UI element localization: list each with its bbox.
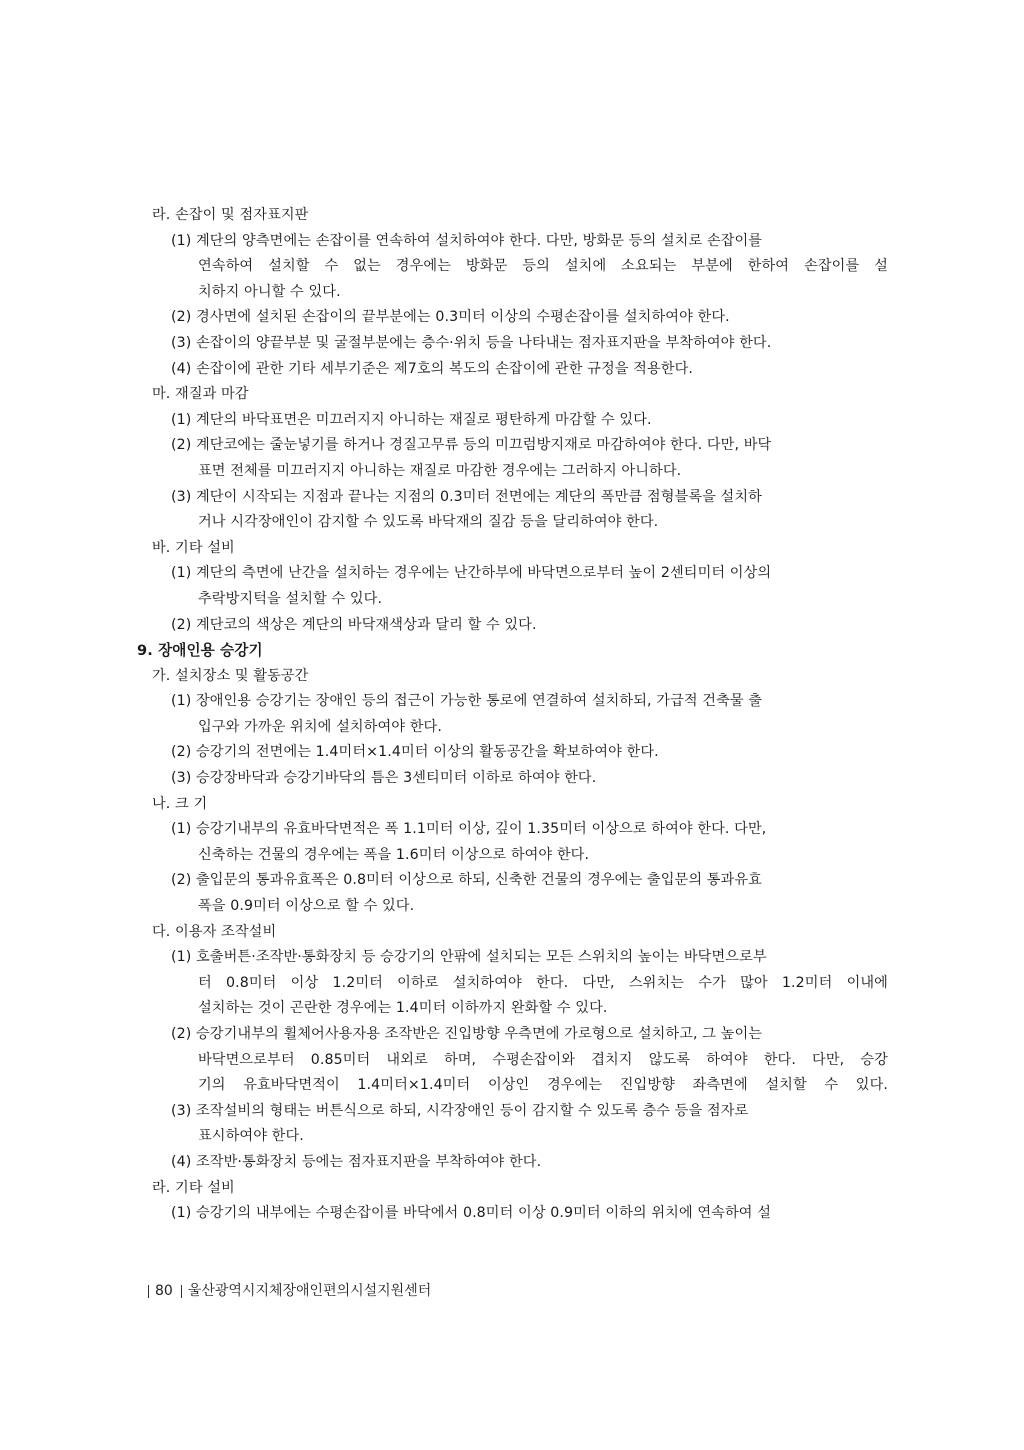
- list-item-text: (4) 조작반·통화장치 등에는 점자표지판을 부착하여야 한다.: [171, 1153, 542, 1170]
- list-item-text: (3) 승강장바닥과 승강기바닥의 틈은 3센티미터 이하로 하여야 한다.: [171, 770, 597, 787]
- list-item-continuation-text: 터 0.8미터 이상 1.2미터 이하로 설치하여야 한다. 다만, 스위치는 수가 많아 1.2미터 이내에: [198, 974, 888, 991]
- footer-divider: [181, 1285, 182, 1298]
- list-item-continuation-text: 표시하여야 한다.: [198, 1128, 304, 1145]
- list-item-text: (4) 손잡이에 관한 기타 세부기준은 제7호의 복도의 손잡이에 관한 규정을 적용한다.: [171, 360, 693, 377]
- list-item-continuation: [0, 510, 1024, 536]
- subsection-heading-text: 라. 기타 설비: [152, 1179, 235, 1196]
- list-item-continuation-text: 치하지 아니할 수 있다.: [198, 283, 341, 300]
- list-item: [0, 689, 1024, 715]
- list-item-continuation: [0, 843, 1024, 869]
- page-number: 80: [155, 1283, 173, 1299]
- subsection-heading-text: 라. 손잡이 및 점자표지판: [152, 207, 309, 223]
- subsection-heading-text: 가. 설치장소 및 활동공간: [152, 667, 309, 684]
- list-item: [0, 766, 1024, 792]
- list-item-continuation: [0, 1124, 1024, 1150]
- section-heading: [0, 638, 1024, 664]
- list-item-text: (1) 승강기내부의 유효바닥면적은 폭 1.1미터 이상, 깊이 1.35미터 이상으로 하여야 한다. 다만,: [171, 821, 767, 838]
- list-item-continuation-text: 폭을 0.9미터 이상으로 할 수 있다.: [198, 898, 415, 915]
- list-item-continuation: [0, 254, 1024, 280]
- list-item-continuation-text: 설치하는 것이 곤란한 경우에는 1.4미터 이하까지 완화할 수 있다.: [198, 1000, 608, 1017]
- subsection-heading: [0, 536, 1024, 562]
- list-item-continuation: [0, 1048, 1024, 1074]
- list-item-text: (2) 계단코의 색상은 계단의 바닥재색상과 달리 할 수 있다.: [171, 616, 537, 633]
- subsection-heading-text: 마. 재질과 마감: [152, 386, 249, 403]
- list-item-continuation: [0, 996, 1024, 1022]
- list-item-continuation: [0, 280, 1024, 306]
- subsection-heading-text: 바. 기타 설비: [152, 539, 235, 556]
- list-item-continuation-text: 추락방지턱을 설치할 수 있다.: [198, 590, 383, 607]
- list-item: [0, 408, 1024, 434]
- section-heading-text: 9. 장애인용 승강기: [137, 642, 263, 660]
- list-item-continuation-text: 입구와 가까운 위치에 설치하여야 한다.: [198, 718, 442, 735]
- footer-organization: 울산광역시지체장애인편의시설지원센터: [187, 1283, 432, 1299]
- list-item: [0, 740, 1024, 766]
- list-item-text: (1) 계단의 측면에 난간을 설치하는 경우에는 난간하부에 바닥면으로부터 높이 2센티미터 이상의: [171, 565, 772, 582]
- list-item: [0, 817, 1024, 843]
- subsection-heading: [0, 203, 1024, 229]
- list-item-continuation-text: 거나 시각장애인이 감지할 수 있도록 바닥재의 질감 등을 달리하여야 한다.: [198, 514, 659, 531]
- list-item: [0, 485, 1024, 511]
- list-item-text: (1) 호출버튼·조작반·통화장치 등 승강기의 안팎에 설치되는 모든 스위치의 높이는 바닥면으로부: [171, 949, 767, 966]
- list-item-text: (3) 조작설비의 형태는 버튼식으로 하되, 시각장애인 등이 감지할 수 있도록 층수 등을 점자로: [171, 1102, 749, 1119]
- list-item-text: (2) 승강기내부의 휠체어사용자용 조작반은 진입방향 우측면에 가로형으로 설치하고, 그 높이는: [171, 1026, 763, 1042]
- list-item-text: (1) 계단의 바닥표면은 미끄러지지 아니하는 재질로 평탄하게 마감할 수 있다.: [171, 411, 652, 428]
- list-item: [0, 613, 1024, 639]
- subsection-heading-text: 다. 이용자 조작설비: [152, 923, 277, 940]
- list-item: [0, 357, 1024, 383]
- subsection-heading: [0, 792, 1024, 818]
- list-item-continuation: [0, 894, 1024, 920]
- list-item-text: (2) 경사면에 설치된 손잡이의 끝부분에는 0.3미터 이상의 수평손잡이를 설치하여야 한다.: [171, 309, 730, 326]
- list-item-continuation-text: 표면 전체를 미끄러지지 아니하는 재질로 마감한 경우에는 그러하지 아니하다.: [198, 462, 682, 479]
- list-item-continuation: [0, 587, 1024, 613]
- list-item-continuation: [0, 971, 1024, 997]
- list-item: [0, 305, 1024, 331]
- document-body: [0, 203, 1024, 1227]
- list-item: [0, 1099, 1024, 1125]
- subsection-heading: [0, 1176, 1024, 1202]
- list-item: [0, 1022, 1024, 1048]
- list-item: [0, 561, 1024, 587]
- page-footer: [142, 1281, 431, 1301]
- subsection-heading-text: 나. 크 기: [152, 795, 208, 812]
- subsection-heading: [0, 382, 1024, 408]
- footer-divider: [148, 1285, 149, 1298]
- list-item-continuation: [0, 715, 1024, 741]
- list-item: [0, 1201, 1024, 1227]
- list-item: [0, 945, 1024, 971]
- list-item: [0, 1150, 1024, 1176]
- list-item-text: (3) 손잡이의 양끝부분 및 굴절부분에는 층수·위치 등을 나타내는 점자표지판을 부착하여야 한다.: [171, 334, 772, 351]
- list-item-continuation-text: 연속하여 설치할 수 없는 경우에는 방화문 등의 설치에 소요되는 부분에 한하여 손잡이를 설: [198, 258, 888, 275]
- list-item-text: (2) 승강기의 전면에는 1.4미터×1.4미터 이상의 활동공간을 확보하여야 한다.: [171, 744, 659, 761]
- list-item-text: (1) 승강기의 내부에는 수평손잡이를 바닥에서 0.8미터 이상 0.9미터 이하의 위치에 연속하여 설: [171, 1205, 772, 1222]
- subsection-heading: [0, 664, 1024, 690]
- list-item: [0, 433, 1024, 459]
- list-item: [0, 229, 1024, 255]
- list-item-text: (3) 계단이 시작되는 지점과 끝나는 지점의 0.3미터 전면에는 계단의 폭만큼 점형블록을 설치하: [171, 488, 762, 505]
- list-item-text: (2) 출입문의 통과유효폭은 0.8미터 이상으로 하되, 신축한 건물의 경우에는 출입문의 통과유효: [171, 872, 762, 889]
- list-item-continuation: [0, 459, 1024, 485]
- list-item-continuation: [0, 1073, 1024, 1099]
- list-item-text: (2) 계단코에는 줄눈넣기를 하거나 경질고무류 등의 미끄럼방지재로 마감하여야 한다. 다만, 바닥: [171, 437, 772, 454]
- subsection-heading: [0, 920, 1024, 946]
- list-item: [0, 868, 1024, 894]
- list-item: [0, 331, 1024, 357]
- list-item-text: (1) 장애인용 승강기는 장애인 등의 접근이 가능한 통로에 연결하여 설치하되, 가급적 건축물 출: [171, 693, 763, 710]
- list-item-continuation-text: 기의 유효바닥면적이 1.4미터×1.4미터 이상인 경우에는 진입방향 좌측면에 설치할 수 있다.: [198, 1077, 888, 1094]
- list-item-continuation-text: 신축하는 건물의 경우에는 폭을 1.6미터 이상으로 하여야 한다.: [198, 846, 590, 863]
- list-item-continuation-text: 바닥면으로부터 0.85미터 내외로 하며, 수평손잡이와 겹치지 않도록 하여야 한다. 다만, 승강: [198, 1051, 888, 1068]
- list-item-text: (1) 계단의 양측면에는 손잡이를 연속하여 설치하여야 한다. 다만, 방화문 등의 설치로 손잡이를: [171, 232, 763, 249]
